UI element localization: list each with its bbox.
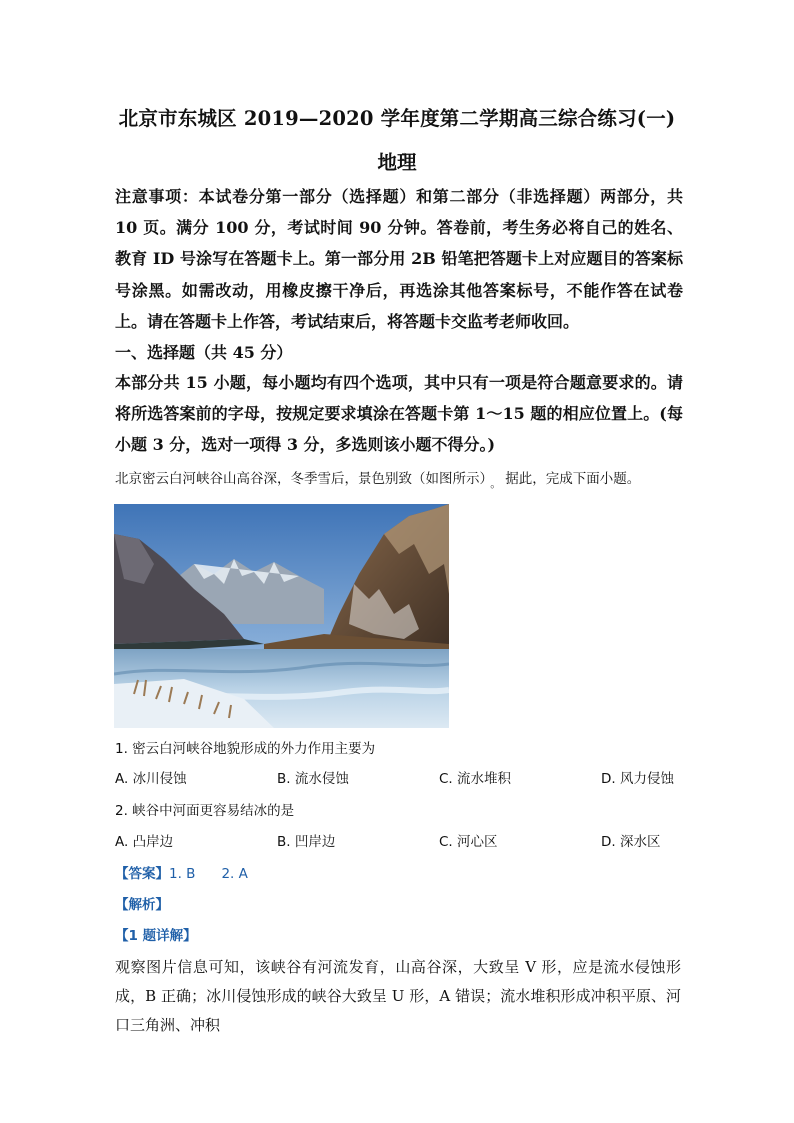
analysis-text: 观察图片信息可知，该峡谷有河流发育，山高谷深，大致呈 V 形，应是流水侵蚀形成，B 正确；冰川侵蚀形成的峡谷大致呈 U 形，A 错误；流水堆积形成冲积平原、河口三角洲、冲积: [115, 958, 681, 1034]
answer-2: 2. A: [221, 866, 248, 882]
question-1-option-d: D. 风力侵蚀: [601, 771, 674, 787]
lead-text: 北京密云白河峡谷山高谷深，冬季雪后，景色别致（如图所示）: [115, 471, 487, 487]
section-instructions: 本部分共 15 小题，每小题均有四个选项，其中只有一项是符合题意要求的。请将所选答案前的字母，按规定要求填涂在答题卡第 1～15 题的相应位置上。(每小题 3 分，选对一项得 3 分，多选则该小题不得分。): [115, 373, 683, 454]
question-lead: [115, 467, 695, 496]
section-heading: 一、选择题（共 45 分）: [115, 343, 293, 362]
question-1-option-c: C. 流水堆积: [439, 771, 512, 787]
analysis-label-row: [115, 893, 169, 913]
question-2-stem: 2. 峡谷中河面更容易结冰的是: [115, 803, 295, 819]
exam-title: 北京市东城区 2019—2020 学年度第二学期高三综合练习(一): [118, 107, 676, 130]
canyon-photo: [114, 504, 449, 728]
canyon-photo-illustration: [114, 504, 449, 728]
lead-dot: 。: [490, 476, 502, 490]
question-1-option-a: A. 冰川侵蚀: [115, 771, 187, 787]
question-1-stem: 1. 密云白河峡谷地貌形成的外力作用主要为: [115, 741, 376, 757]
answer-label: 【答案】: [115, 866, 169, 882]
exam-subject: 地理: [377, 151, 417, 174]
analysis-sub-label: 【1 题详解】: [115, 928, 197, 944]
question-2-option-d: D. 深水区: [601, 834, 661, 850]
answer-1: 1. B: [169, 866, 196, 882]
analysis-label: 【解析】: [115, 897, 169, 913]
question-2-option-a: A. 凸岸边: [115, 834, 174, 850]
answer-row: [115, 862, 248, 882]
lead-tail: 据此，完成下面小题。: [505, 471, 641, 487]
notice-paragraph: 注意事项：本试卷分第一部分（选择题）和第二部分（非选择题）两部分，共 10 页。满分 100 分，考试时间 90 分钟。答卷前，考生务必将自己的姓名、教育 ID 号涂写在答题卡上。第一部分用 2B 铅笔把答题卡上对应题目的答案标号涂黑。如需改动，用橡皮擦干净后，再选涂其他答案标号，不能作答在试卷上。请在答题卡上作答，考试结束后，将答题卡交监考老师收回。: [115, 187, 683, 331]
question-1-option-b: B. 流水侵蚀: [277, 771, 349, 787]
question-2-option-c: C. 河心区: [439, 834, 498, 850]
analysis-sub-row: [115, 924, 197, 944]
question-2-option-b: B. 凹岸边: [277, 834, 336, 850]
